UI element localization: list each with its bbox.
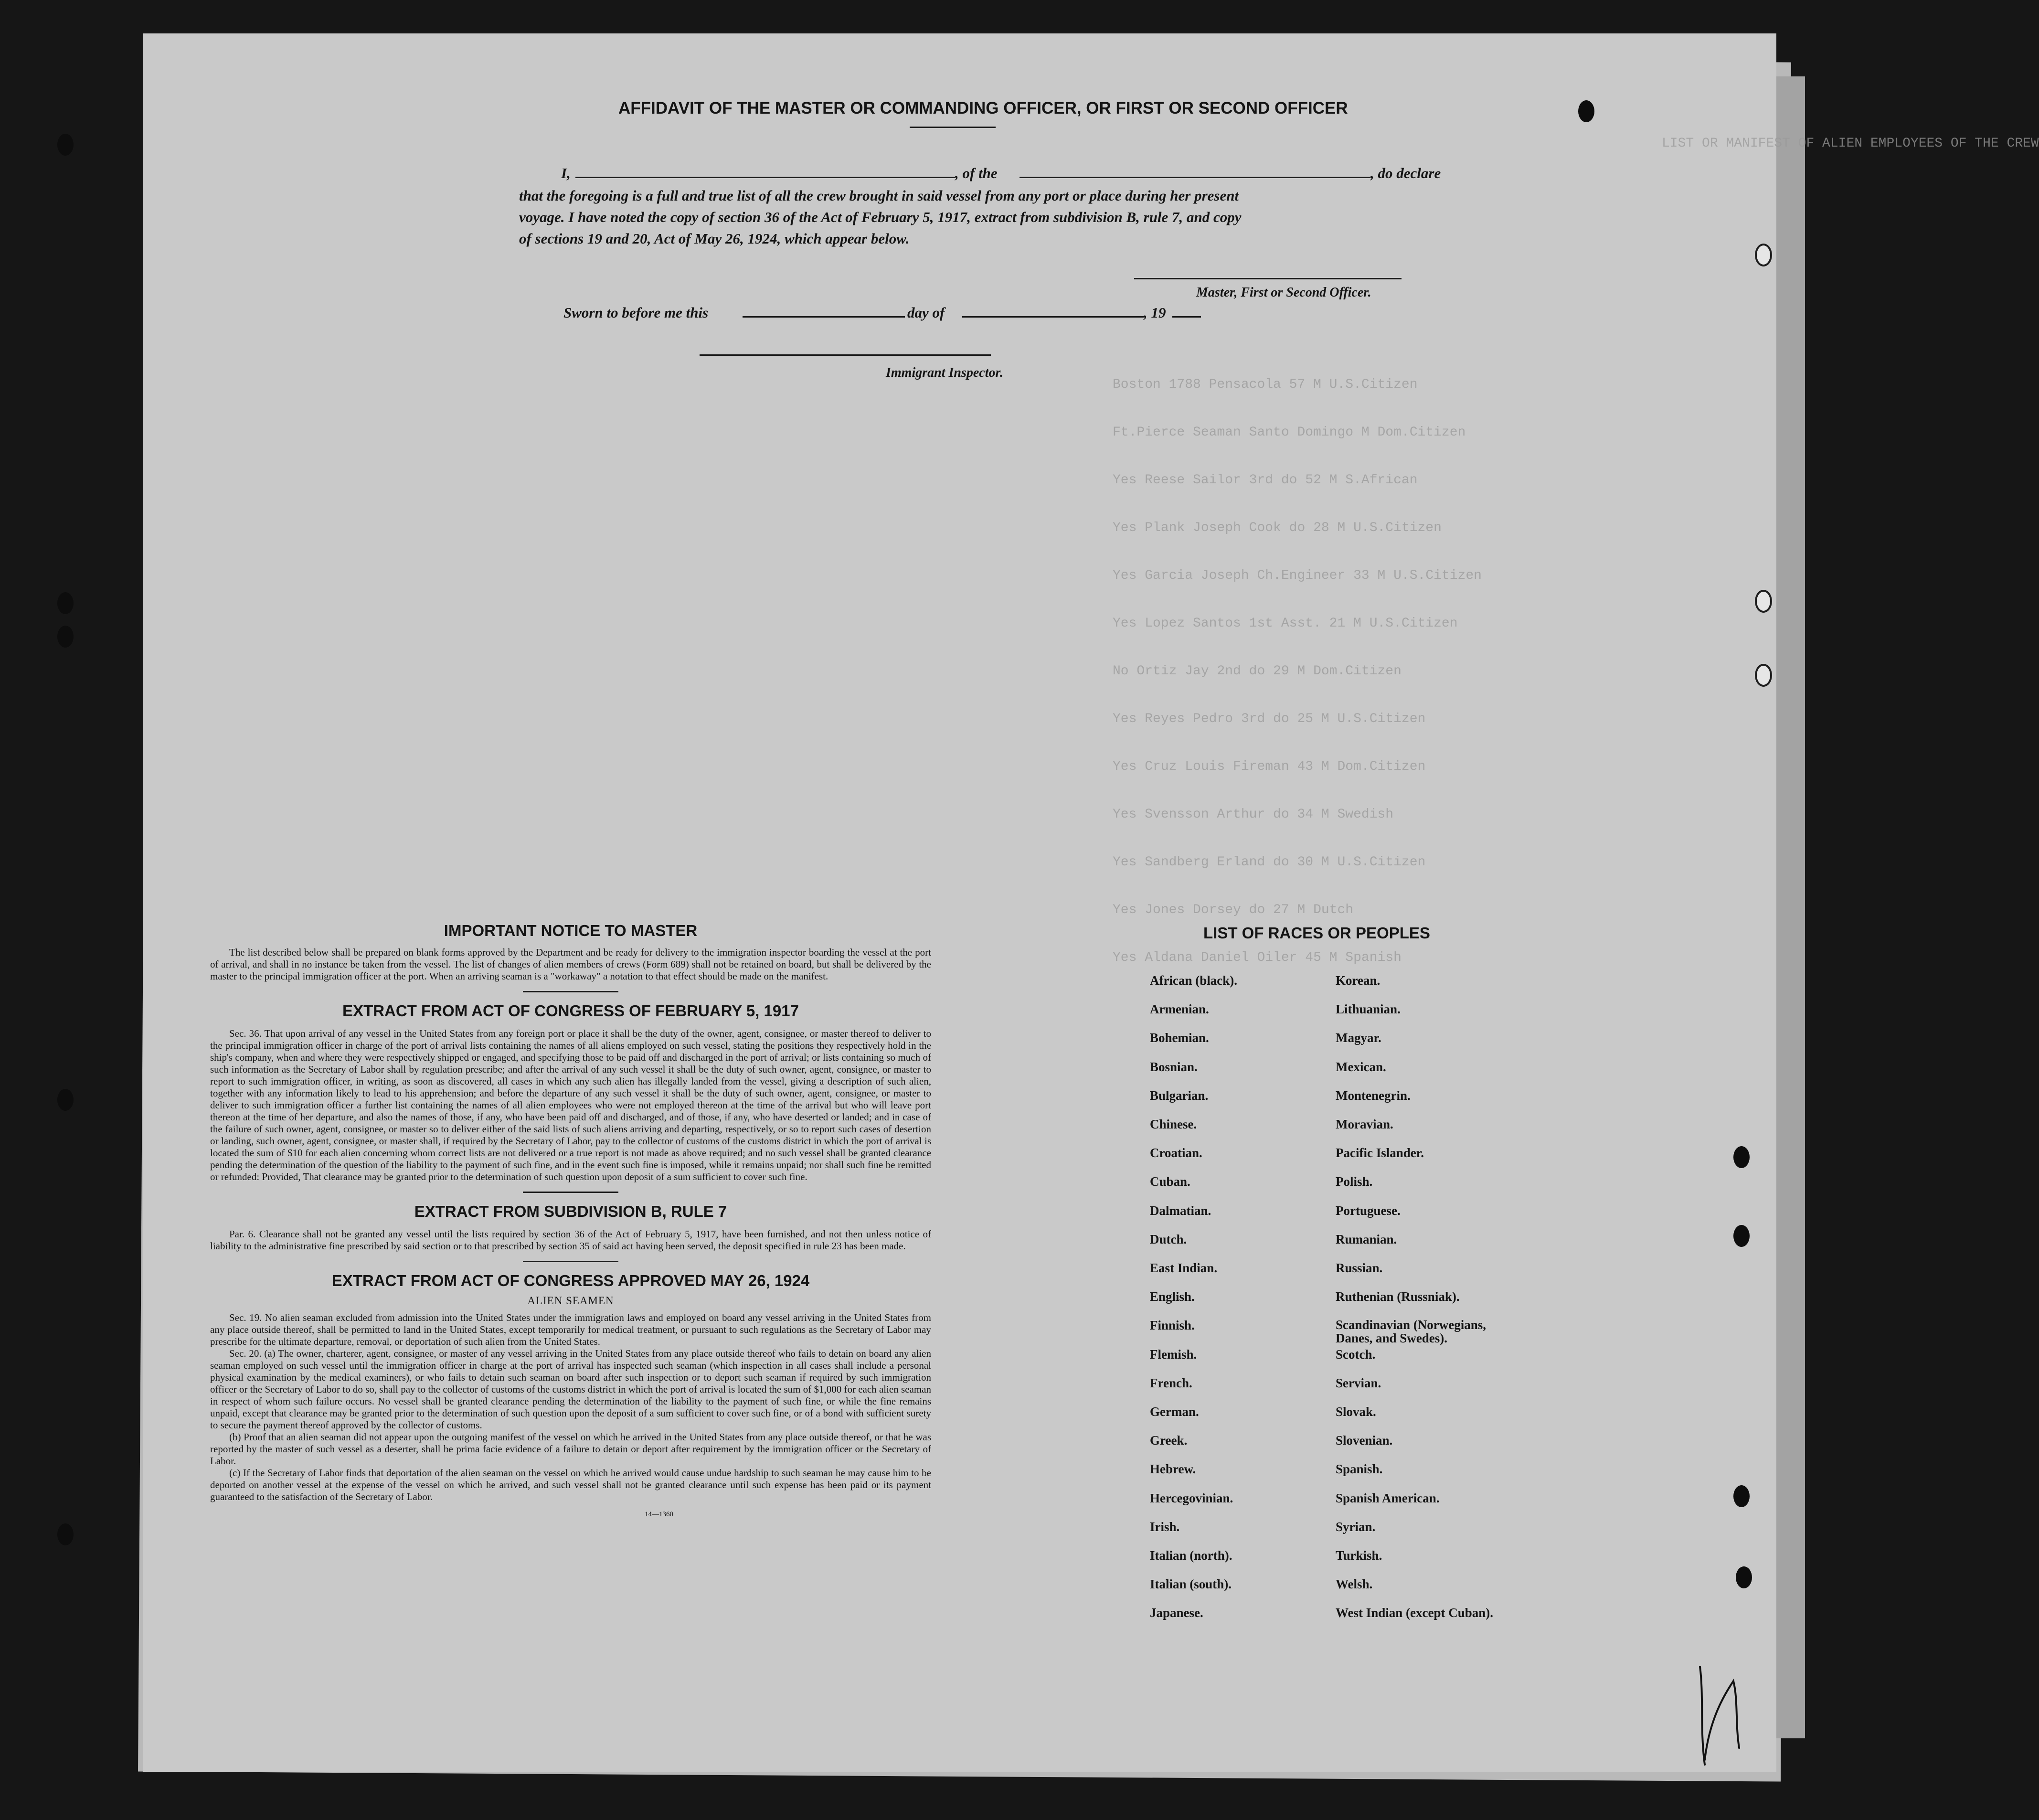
master-signature-field[interactable] bbox=[1134, 278, 1402, 279]
race-item: Slovak. bbox=[1336, 1405, 1376, 1419]
race-item: Chinese. bbox=[1150, 1117, 1197, 1131]
punch-hole bbox=[57, 134, 74, 156]
race-item: Slovenian. bbox=[1336, 1433, 1393, 1448]
race-item: English. bbox=[1150, 1289, 1195, 1304]
bleed-through-text: Yes Garcia Joseph Ch.Engineer 33 M U.S.Citizen bbox=[1113, 568, 1482, 583]
punch-hole bbox=[1733, 1225, 1750, 1247]
inspector-label: Immigrant Inspector. bbox=[886, 365, 1003, 380]
race-item: Welsh. bbox=[1336, 1577, 1373, 1592]
race-item: Bosnian. bbox=[1150, 1059, 1198, 1074]
race-item: Polish. bbox=[1336, 1174, 1373, 1189]
race-item: Greek. bbox=[1150, 1433, 1188, 1448]
race-item: Mexican. bbox=[1336, 1059, 1386, 1074]
bleed-through-text: Yes Plank Joseph Cook do 28 M U.S.Citizen bbox=[1113, 521, 1442, 535]
race-item: Bulgarian. bbox=[1150, 1088, 1209, 1103]
section-rule bbox=[523, 1192, 618, 1193]
notices-column bbox=[210, 922, 931, 1519]
section-20b-text: (b) Proof that an alien seaman did not appear upon the outgoing manifest of the vessel on which he arrived in the United States from any place outside thereof, or that he was reported by the master of such vessel as a deserter, shall be prima facie evidence of a failure to detain or deport after requirement by the immigration officer or the Secretary of Labor. bbox=[210, 1431, 931, 1467]
handwritten-mark bbox=[1686, 1652, 1752, 1777]
bleed-through-text: Yes Jones Dorsey do 27 M Dutch bbox=[1113, 903, 1354, 917]
bleed-through-text: Yes Sandberg Erland do 30 M U.S.Citizen bbox=[1113, 855, 1426, 870]
race-item: Cuban. bbox=[1150, 1174, 1190, 1189]
rule-7-title: EXTRACT FROM SUBDIVISION B, RULE 7 bbox=[414, 1203, 727, 1220]
race-item: Hebrew. bbox=[1150, 1462, 1196, 1477]
punch-hole bbox=[1733, 1485, 1750, 1507]
affidavit-title: AFFIDAVIT OF THE MASTER OR COMMANDING OFFICER, OR FIRST OR SECOND OFFICER bbox=[618, 99, 1348, 117]
race-item: Spanish American. bbox=[1336, 1490, 1440, 1505]
race-item: Dutch. bbox=[1150, 1232, 1187, 1246]
race-item: German. bbox=[1150, 1405, 1199, 1419]
section-20c-text: (c) If the Secretary of Labor finds that deportation of the alien seaman on the vessel on which he arrived would cause undue hardship to such seaman he may cause him to be deported on another vessel at the expense of the vessel on which he arrived, and such vessel shall not be granted clearance until such expense has been paid or its payment guaranteed to the satisfaction of the Secretary of Labor. bbox=[210, 1467, 931, 1502]
punch-hole bbox=[1755, 664, 1772, 687]
race-item: Rumanian. bbox=[1336, 1232, 1397, 1246]
race-item: Portuguese. bbox=[1336, 1203, 1401, 1218]
race-item: Irish. bbox=[1150, 1519, 1180, 1534]
race-item: Russian. bbox=[1336, 1261, 1383, 1275]
punch-hole bbox=[57, 592, 74, 614]
bleed-through-text: Ft.Pierce Seaman Santo Domingo M Dom.Citizen bbox=[1113, 425, 1466, 440]
bleed-through-text: Yes Cruz Louis Fireman 43 M Dom.Citizen bbox=[1113, 759, 1426, 774]
race-item: Italian (north). bbox=[1150, 1548, 1232, 1563]
race-item: Moravian. bbox=[1336, 1117, 1393, 1131]
race-item: Italian (south). bbox=[1150, 1577, 1232, 1592]
punch-hole bbox=[1578, 100, 1594, 122]
race-item: Flemish. bbox=[1150, 1347, 1197, 1362]
race-item: Syrian. bbox=[1336, 1519, 1376, 1534]
bleed-through-text: No Ortiz Jay 2nd do 29 M Dom.Citizen bbox=[1113, 664, 1402, 679]
extract-1917-title: EXTRACT FROM ACT OF CONGRESS OF FEBRUARY 5, 1917 bbox=[342, 1002, 799, 1020]
race-item: Croatian. bbox=[1150, 1146, 1202, 1160]
sworn-day-field[interactable] bbox=[743, 316, 905, 318]
race-item: Ruthenian (Russniak). bbox=[1336, 1289, 1460, 1304]
punch-hole bbox=[1733, 1146, 1750, 1168]
race-item: Spanish. bbox=[1336, 1462, 1383, 1477]
section-20a-text: Sec. 20. (a) The owner, charterer, agent, consignee, or master of any vessel arriving in the United States from any place outside thereof who fails to detain on board any alien seaman employed on such vessel until the immigration officer in charge at the port of arrival has inspected such seaman (which inspection in all cases shall include a personal physical examination by the medical examiners), or who fails to detain such seaman on board after such inspection or to deport such seaman if required by such immigration officer or the Secretary of Labor to do so, shall pay to the collector of customs of the customs district in which the port of arrival is located the sum of $1,000 for each alien seaman in respect of whom such failure occurs. No vessel shall be granted clearance pending the determination of the liability to the payment of such fine, or while the fine remains unpaid, except that clearance may be granted prior to the determination of such question upon the deposit of a sum sufficient to cover such fine, or of a bond with sufficient surety to secure the payment thereof approved by the collector of customs. bbox=[210, 1348, 931, 1431]
bleed-through-text: Yes Lopez Santos 1st Asst. 21 M U.S.Citizen bbox=[1113, 616, 1458, 631]
race-item: French. bbox=[1150, 1375, 1192, 1390]
bleed-through-text: LIST OR MANIFEST OF ALIEN EMPLOYEES OF THE CREW bbox=[1662, 136, 2039, 151]
master-signature-label: Master, First or Second Officer. bbox=[1196, 285, 1371, 300]
race-item: Finnish. bbox=[1150, 1318, 1195, 1333]
declarant-name-field[interactable] bbox=[575, 177, 955, 178]
race-item: Magyar. bbox=[1336, 1031, 1381, 1045]
punch-hole bbox=[57, 626, 74, 648]
race-item: Scotch. bbox=[1336, 1347, 1376, 1362]
race-item: Korean. bbox=[1336, 973, 1381, 988]
race-item: West Indian (except Cuban). bbox=[1336, 1606, 1494, 1620]
affidavit-line-2: that the foregoing is a full and true list of all the crew brought in said vessel from any port or place during her present bbox=[519, 187, 1239, 204]
sworn-year-field[interactable] bbox=[1172, 316, 1201, 318]
inspector-signature-field[interactable] bbox=[700, 354, 991, 356]
bleed-through-text: Boston 1788 Pensacola 57 M U.S.Citizen bbox=[1113, 377, 1418, 392]
notice-title: IMPORTANT NOTICE TO MASTER bbox=[444, 922, 698, 939]
bleed-through-text: Yes Reese Sailor 3rd do 52 M S.African bbox=[1113, 473, 1418, 488]
sworn-month-field[interactable] bbox=[962, 316, 1144, 318]
of-the-label: , of the bbox=[955, 165, 998, 181]
title-rule bbox=[910, 127, 996, 128]
punch-hole bbox=[57, 1523, 74, 1545]
punch-hole bbox=[1755, 244, 1772, 266]
bleed-through-text: Yes Svensson Arthur do 34 M Swedish bbox=[1113, 807, 1394, 822]
vessel-name-field[interactable] bbox=[1020, 177, 1370, 178]
alien-seamen-subtitle: ALIEN SEAMEN bbox=[527, 1295, 614, 1307]
race-item: Japanese. bbox=[1150, 1606, 1203, 1620]
rule-7-body: Par. 6. Clearance shall not be granted any vessel until the lists required by section 36 of the Act of February 5, 1917, have been furnished, and not then unless notice of liability to the administrative fine prescribed by said section or to that prescribed by section 35 of said act having been served, the deposit specified in rule 23 has been made. bbox=[210, 1228, 931, 1252]
affidavit-line-4: of sections 19 and 20, Act of May 26, 1924, which appear below. bbox=[519, 230, 910, 247]
punch-hole bbox=[1736, 1566, 1752, 1588]
bleed-through-text: Yes Aldana Daniel Oiler 45 M Spanish bbox=[1113, 950, 1402, 965]
affidavit-line-3: voyage. I have noted the copy of section 36 of the Act of February 5, 1917, extract from subdivision B, rule 7, and copy bbox=[519, 209, 1242, 225]
extract-1917-body: Sec. 36. That upon arrival of any vessel in the United States from any foreign port or place it shall be the duty of the owner, agent, consignee, or master thereof to deliver to the principal immigration officer in charge of the port of arrival lists containing the names of all aliens employed on such vessel, stating the positions they respectively hold in the ship's company, when and where they were respectively shipped or engaged, and specifying those to be paid off and discharged in the port of arrival; or lists containing so much of such information as the Secretary of Labor shall by regulation prescribe; and after the arrival of any such vessel it shall be the duty of such owner, agent, consignee, or master to report to such immigration officer, in writing, as soon as discovered, all cases in which any such alien has illegally landed from the vessel, giving a description of such alien, together with any information likely to lead to his apprehension; and before the departure of any such vessel it shall be the duty of such owner, agent, consignee, or master to deliver to such immigration officer a further list containing the names of all alien employees who were not employed thereon at the time of the arrival but who will leave port thereon at the time of her departure, and also the names of those, if any, who have been paid off and discharged, and of those, if any, who have deserted or landed; and in case of the failure of such owner, agent, consignee, or master so to deliver either of the said lists of such aliens arriving and departing, respectively, or so to report such cases of desertion or landing, such owner, agent, consignee, or master shall, if required by the Secretary of Labor, pay to the collector of customs of the customs district in which the port of arrival is located the sum of $10 for each alien concerning whom correct lists are not delivered or a true report is not made as above required; and no such vessel shall be granted clearance pending the determination of the question of the liability to the payment of such fine, and in the event such fine is imposed, while it remains unpaid; nor shall such fine be remitted or refunded: Provided, That clearance may be granted prior to the determination of such question upon deposit of a sum sufficient to cover such fine. bbox=[210, 1028, 931, 1182]
race-item: Armenian. bbox=[1150, 1002, 1209, 1017]
races-title: LIST OF RACES OR PEOPLES bbox=[1203, 924, 1430, 942]
race-item: Montenegrin. bbox=[1336, 1088, 1411, 1103]
race-item: African (black). bbox=[1150, 973, 1237, 988]
race-item: Bohemian. bbox=[1150, 1031, 1209, 1045]
punch-hole bbox=[1755, 590, 1772, 613]
race-item: Scandinavian (Norwegians, Danes, and Swedes). bbox=[1336, 1318, 1487, 1346]
race-item: Turkish. bbox=[1336, 1548, 1382, 1563]
race-item: Dalmatian. bbox=[1150, 1203, 1211, 1218]
day-of-label: day of bbox=[907, 304, 945, 321]
race-item: Pacific Islander. bbox=[1336, 1146, 1424, 1160]
notice-body: The list described below shall be prepared on blank forms approved by the Department and be ready for delivery to the immigration inspector boarding the vessel at the port of arrival, and shall in no instance be taken from the vessel. The list of changes of alien members of crews (Form 689) shall not be retained on board, but shall be delivered by the master to the principal immigration officer at the port. When an arriving seaman is a "workaway" a notation to that effect should be made on the manifest. bbox=[210, 947, 931, 982]
race-item: East Indian. bbox=[1150, 1261, 1218, 1275]
race-item: Servian. bbox=[1336, 1375, 1381, 1390]
sworn-label: Sworn to before me this bbox=[563, 304, 709, 321]
document-sheet bbox=[143, 33, 2039, 1772]
declarant-prefix: I, bbox=[561, 165, 571, 181]
do-declare-label: , do declare bbox=[1370, 165, 1441, 181]
race-item: Lithuanian. bbox=[1336, 1002, 1401, 1017]
section-19-text: Sec. 19. No alien seaman excluded from admission into the United States under the immigration laws and employed on board any vessel arriving in the United States from any place outside thereof, shall be permitted to land in the United States, except temporarily for medical treatment, or pursuant to such regulations as the Secretary of Labor may prescribe for the ultimate departure, removal, or deportation of such alien from the United States. bbox=[210, 1312, 931, 1347]
form-number: 14—1360 bbox=[645, 1511, 673, 1518]
year-prefix: , 19 bbox=[1144, 304, 1166, 321]
punch-hole bbox=[57, 1089, 74, 1111]
bleed-through-text: Yes Reyes Pedro 3rd do 25 M U.S.Citizen bbox=[1113, 712, 1426, 726]
extract-1924-title: EXTRACT FROM ACT OF CONGRESS APPROVED MAY 26, 1924 bbox=[331, 1272, 810, 1289]
section-rule bbox=[523, 991, 618, 992]
race-item: Hercegovinian. bbox=[1150, 1490, 1233, 1505]
section-rule bbox=[523, 1261, 618, 1262]
